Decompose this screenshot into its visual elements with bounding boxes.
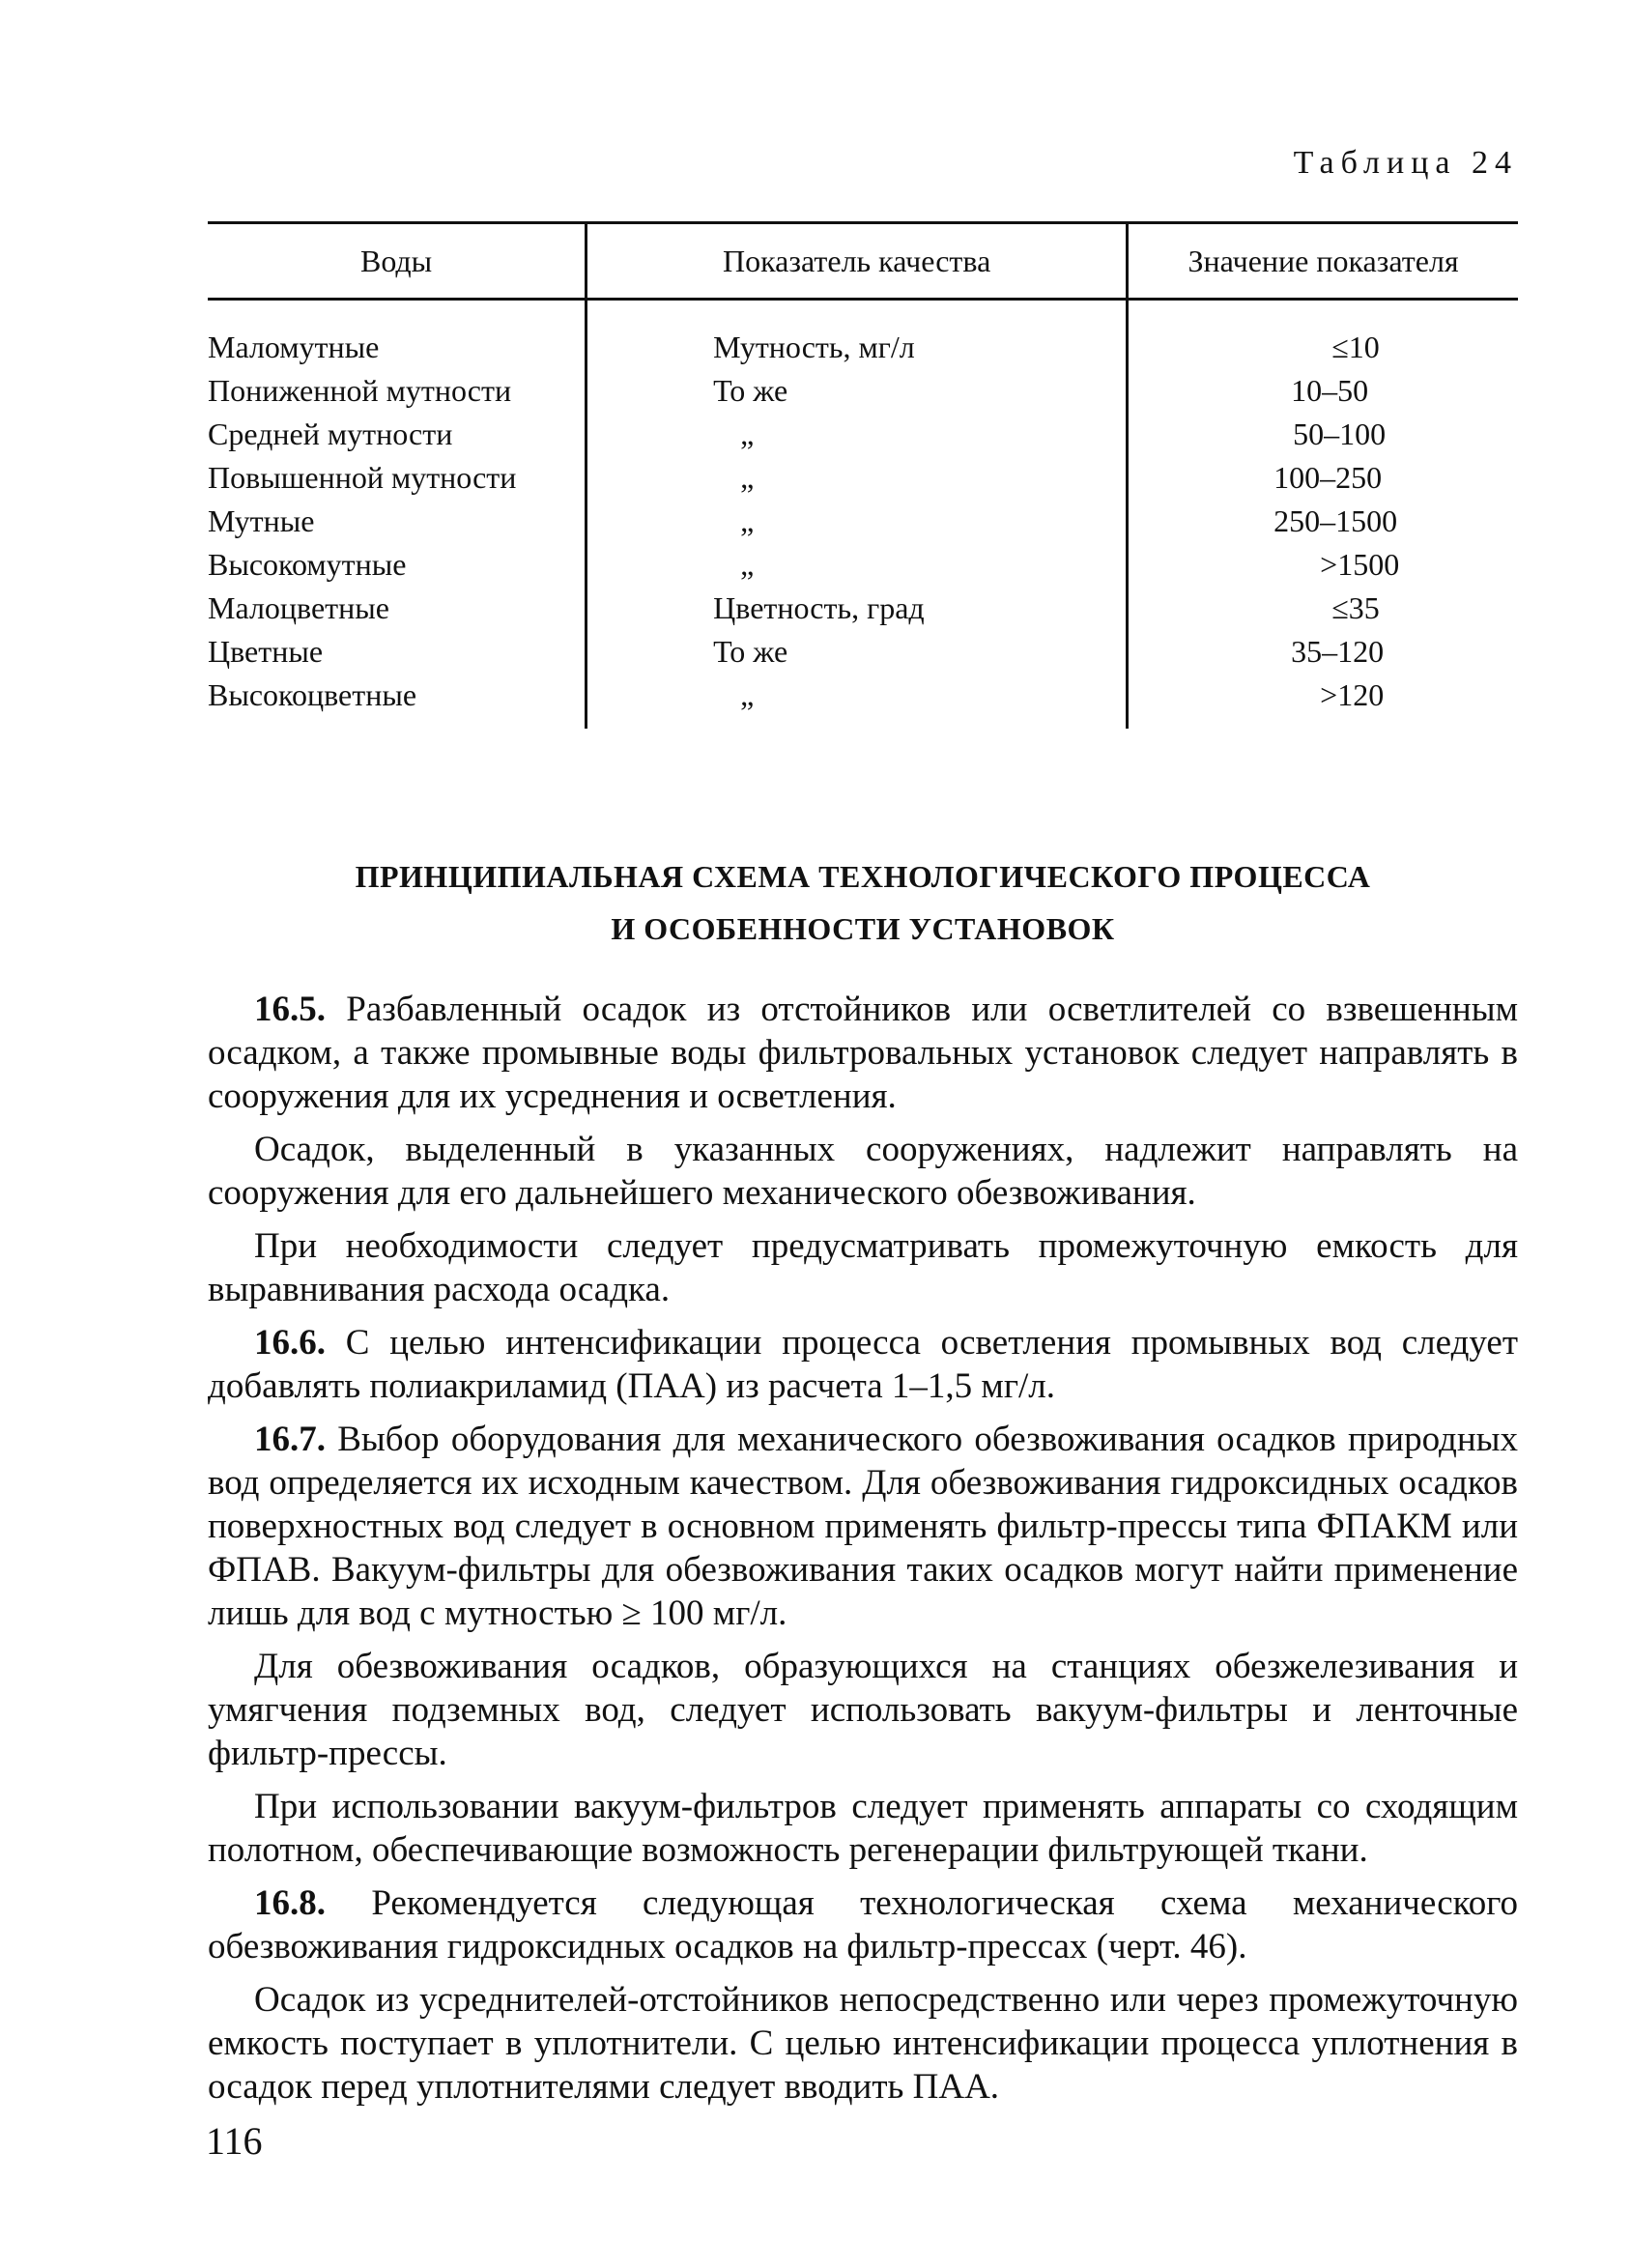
indicator-cell: Цветность, град <box>587 587 1128 630</box>
indicator-cell: „ <box>587 674 1128 729</box>
header-indicator-value: Значение показателя <box>1128 223 1518 300</box>
clause-number: 16.5. <box>254 990 326 1029</box>
water-type-cell: Малоцветные <box>208 587 587 630</box>
value-cell: 35–120 <box>1291 634 1385 669</box>
page-number: 116 <box>206 2119 263 2163</box>
paragraph-text: Рекомендуется следующая технологическая схема механического обезвоживания гидроксидных осадков на фильтр-прессах (черт. 46). <box>208 1883 1518 1967</box>
value-cell: 10–50 <box>1291 373 1369 408</box>
table-row <box>208 369 1518 413</box>
water-type-cell: Цветные <box>208 630 587 674</box>
value-cell: ≤10 <box>1331 330 1380 364</box>
indicator-cell: То же <box>587 369 1128 413</box>
value-cell: 250–1500 <box>1273 503 1398 538</box>
table-row <box>208 630 1518 674</box>
water-type-cell: Средней мутности <box>208 413 587 456</box>
indicator-cell: Мутность, мг/л <box>587 300 1128 370</box>
header-waters: Воды <box>208 223 587 300</box>
paragraph <box>208 1128 1518 1215</box>
table-row <box>208 300 1518 370</box>
header-quality-indicator: Показатель качества <box>587 223 1128 300</box>
value-cell: ≤35 <box>1331 590 1380 625</box>
paragraph <box>208 1645 1518 1775</box>
paragraph-text: Для обезвоживания осадков, образующихся на станциях обезжелезивания и умягчения подземных вод, следует использовать вакуум-фильтры и ленточные фильтр-прессы. <box>208 1647 1518 1773</box>
clause-number: 16.7. <box>254 1420 326 1459</box>
table-row <box>208 456 1518 500</box>
water-type-cell: Пониженной мутности <box>208 369 587 413</box>
paragraph <box>208 1418 1518 1635</box>
value-cell: 100–250 <box>1273 460 1383 495</box>
table-caption: Таблица 24 <box>1293 145 1518 181</box>
table-header-row <box>208 223 1518 300</box>
section-heading-line: И ОСОБЕННОСТИ УСТАНОВОК <box>611 911 1115 946</box>
table-row <box>208 543 1518 587</box>
water-type-cell: Повышенной мутности <box>208 456 587 500</box>
indicator-cell: „ <box>587 413 1128 456</box>
paragraph-text: При использовании вакуум-фильтров следует применять аппараты со сходящим полотном, обеспечивающие возможность регенерации фильтрующей ткани. <box>208 1787 1518 1870</box>
paragraph <box>208 1224 1518 1311</box>
indicator-cell: „ <box>587 456 1128 500</box>
paragraph-text: Осадок, выделенный в указанных сооружениях, надлежит направлять на сооружения для его дальнейшего механического обезвоживания. <box>208 1130 1518 1213</box>
clause-number: 16.6. <box>254 1323 326 1363</box>
value-cell: >1500 <box>1320 547 1400 582</box>
body-text <box>208 988 1518 2118</box>
indicator-cell: „ <box>587 500 1128 543</box>
paragraph-text: Осадок из усреднителей-отстойников непосредственно или через промежуточную емкость поступает в уплотнители. С целью интенсификации процесса уплотнения в осадок перед уплотнителями следует вводить ПАА. <box>208 1980 1518 2107</box>
paragraph <box>208 1321 1518 1408</box>
table-row <box>208 413 1518 456</box>
value-cell: 50–100 <box>1293 416 1387 451</box>
section-heading <box>208 850 1518 955</box>
paragraph-text: При необходимости следует предусматривать промежуточную емкость для выравнивания расхода осадка. <box>208 1226 1518 1309</box>
section-heading-line: ПРИНЦИПИАЛЬНАЯ СХЕМА ТЕХНОЛОГИЧЕСКОГО ПРОЦЕССА <box>355 859 1371 894</box>
table-row <box>208 500 1518 543</box>
indicator-cell: „ <box>587 543 1128 587</box>
clause-number: 16.8. <box>254 1883 326 1923</box>
table-row <box>208 587 1518 630</box>
water-type-cell: Высокомутные <box>208 543 587 587</box>
table-row <box>208 674 1518 729</box>
indicator-cell: То же <box>587 630 1128 674</box>
paragraph <box>208 1881 1518 1968</box>
paragraph <box>208 1785 1518 1872</box>
value-cell: >120 <box>1320 677 1385 712</box>
paragraph <box>208 988 1518 1118</box>
paragraph-text: Выбор оборудования для механического обезвоживания осадков природных вод определяется их исходным качеством. Для обезвоживания гидроксидных осадков поверхностных вод следует в основном применять фильтр-прессы типа ФПАКМ или ФПАВ. Вакуум-фильтры для обезвоживания таких осадков могут найти применение лишь для вод с мутностью ≥ 100 мг/л. <box>208 1420 1518 1633</box>
paragraph-text: С целью интенсификации процесса осветления промывных вод следует добавлять полиакриламид (ПАА) из расчета 1–1,5 мг/л. <box>208 1323 1519 1406</box>
water-type-cell: Мутные <box>208 500 587 543</box>
paragraph-text: Разбавленный осадок из отстойников или осветлителей со взвешенным осадком, а также промывные воды фильтровальных установок следует направлять в сооружения для их усреднения и осветления. <box>208 990 1518 1116</box>
water-type-cell: Высокоцветные <box>208 674 587 729</box>
water-quality-table <box>208 221 1518 729</box>
paragraph <box>208 1978 1518 2109</box>
water-type-cell: Маломутные <box>208 300 587 370</box>
